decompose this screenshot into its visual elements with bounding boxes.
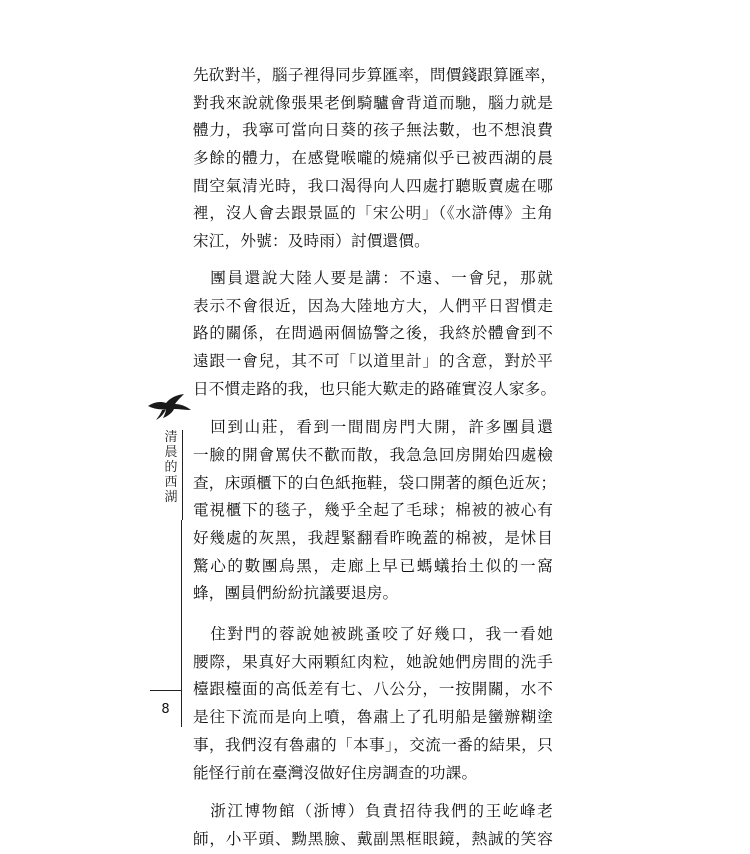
text-line: 電視櫃下的毯子，幾乎全起了毛球；棉被的被心有 — [193, 501, 553, 520]
text-line: 日不慣走路的我，也只能大歎走的路確實沒人家多。 — [193, 379, 557, 398]
text-line: 好幾處的灰黑，我趕緊翻看昨晚蓋的棉被，是怵目 — [193, 529, 553, 547]
text-line: 體力，我寧可當向日葵的孩子無法數，也不想浪費 — [193, 121, 553, 140]
page-number-box — [150, 690, 182, 727]
section-title-char: 西 — [164, 475, 178, 490]
paragraph — [193, 621, 553, 787]
text-line: 宋江，外號：及時雨）討價還價。 — [193, 232, 430, 251]
paragraph — [193, 414, 557, 608]
text-line: 多餘的體力，在感覺喉嚨的燒痛似乎已被西湖的晨 — [193, 149, 553, 168]
text-line: 檯跟檯面的高低差有七、八公分，一按開關，水不 — [193, 680, 553, 699]
text-line: 裡，沒人會去跟景區的「宋公明」（《水滸傳》主角 — [193, 204, 553, 223]
body-text — [193, 62, 557, 854]
text-line: 腰際，果真好大兩顆紅肉粒，她說她們房間的洗手 — [193, 652, 553, 671]
text-line: 能怪行前在臺灣沒做好住房調查的功課。 — [193, 763, 478, 782]
text-line: 住對門的蓉說她被跳蚤咬了好幾口，我一看她 — [193, 625, 553, 644]
text-line: 驚心的數團烏黑，走廊上早已螞蟻抬土似的一窩 — [193, 556, 553, 575]
bird-icon — [146, 392, 192, 422]
section-title-vertical — [160, 430, 183, 520]
section-title-char: 湖 — [164, 490, 178, 505]
text-line: 浙江博物館（浙博）負責招待我們的王屹峰老 — [193, 802, 553, 821]
text-line: 查，床頭櫃下的白色紙拖鞋，袋口開著的顏色近灰； — [193, 473, 557, 492]
paragraph — [193, 798, 553, 853]
text-line: 師，小平頭、黝黑臉、戴副黑框眼鏡，熱誠的笑容 — [193, 829, 553, 848]
text-line: 一臉的開會罵伕不歡而散，我急急回房開始四處檢 — [193, 445, 553, 464]
text-line: 間空氣清光時，我口渴得向人四處打聽販賣處在哪 — [193, 176, 553, 195]
paragraph — [193, 265, 557, 403]
text-line: 表示不會很近，因為大陸地方大，人們平日習慣走 — [193, 296, 553, 315]
paragraph — [193, 62, 557, 256]
text-line: 團員還說大陸人要是講：不遠、一會兒，那就 — [193, 268, 553, 287]
section-title-char: 清 — [164, 430, 178, 445]
text-line: 回到山莊，看到一間間房門大開，許多團員還 — [193, 418, 553, 437]
text-line: 遠跟一會兒，其不可「以道里計」的含意，對於平 — [193, 351, 553, 370]
text-line: 先砍對半，腦子裡得同步算匯率，問價錢跟算匯率， — [193, 66, 557, 84]
margin-rule — [181, 520, 182, 690]
section-title-char: 晨 — [164, 445, 178, 460]
section-title-char: 的 — [164, 460, 178, 475]
text-line: 事，我們沒有魯肅的「本事」，交流一番的結果，只 — [193, 735, 553, 754]
text-line: 路的關係，在問過兩個協警之後，我終於體會到不 — [193, 324, 553, 343]
text-line: 是往下流而是向上噴，魯肅上了孔明船是蠻辦糊塗 — [193, 708, 553, 727]
page-number: 8 — [161, 701, 170, 717]
text-line: 蜂，團員們紛紛抗議要退房。 — [193, 584, 399, 603]
text-line: 對我來說就像張果老倒騎驢會背道而馳，腦力就是 — [193, 93, 553, 112]
